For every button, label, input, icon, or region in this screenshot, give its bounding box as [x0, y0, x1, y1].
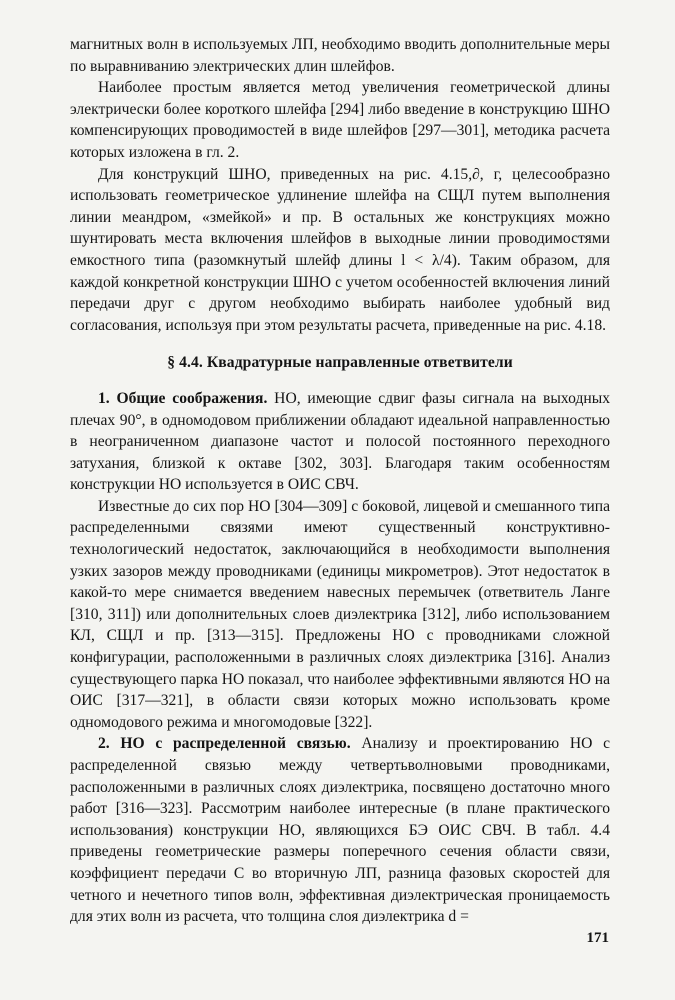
page-number: 171 [586, 930, 609, 946]
section-heading: § 4.4. Квадратурные направленные ответвители [167, 354, 513, 372]
paragraph-known-couplers: Известные до сих пор НО [304—309] с боковой, лицевой и смешанного типа распределенными связями имеют существенный конструктивно-технологический недостаток, заключающийся в необходимости выполнения узких зазоров между проводниками (единицы микрометров). Этот недостаток в какой-то мере снимается введением навесных перемычек (ответвитель Ланге [310, 311]) или дополнительных слоев диэлектрика [312], либо использованием КЛ, СЩЛ и пр. [313—315]. Предложены НО с проводниками сложной конфигурации, расположенными в различных слоях диэлектрика [316]. Анализ существующего парка НО показал, что наиболее эффективными являются НО на ОИС [317—321], в области связи которых можно использовать кроме одномодового режима и многомодовые [322]. [70, 497, 611, 731]
paragraph-continuation: магнитных волн в используемых ЛП, необходимо вводить дополнительные меры по выравниванию электрических длин шлейфов. [70, 36, 610, 75]
paragraph-construction-matching: Для конструкций ШНО, приведенных на рис. 4.15,∂, г, целесообразно использовать геометрическое удлинение шлейфа на СЩЛ путем выполнения линии меандром, «змейкой» и пр. В остальных же конструкциях можно шунтировать места включения шлейфов в выходные линии проводимостями емкостного типа (разомкнутый шлейф длины l < λ/4). Таким образом, для каждой конкретной конструкции ШНО с учетом особенностей включения линий передачи друг с другом необходимо выбирать наиболее удобный вид согласования, используя при этом результаты расчета, приведенные на рис. 4.18. [70, 165, 610, 334]
subsection-text-general: НО, имеющие сдвиг фазы сигнала на выходных плечах 90°, в одномодовом приближении обладают идеальной направленностью в неограниченном диапазоне частот и полосой постоянного переходного затухания, близкой к октаве [302, 303]. Благодаря таким особенностям конструкции НО используется в ОИС СВЧ. [70, 389, 610, 494]
subsection-title-general: 1. Общие соображения. [98, 389, 268, 407]
paragraph-length-method: Наиболее простым является метод увеличения геометрической длины электрически более короткого шлейфа [294] либо введение в конструкцию ШНО компенсирующих проводимостей в виде шлейфов [297—301], методика расчета которых изложена в гл. 2. [70, 79, 610, 161]
page-body [70, 34, 610, 928]
paragraph-distributed-coupling [70, 733, 610, 927]
paragraph-general-considerations [70, 388, 610, 496]
subsection-text-distributed: Анализу и проектированию НО с распределенной связью между четвертьволновыми проводниками, расположенными в различных слоях диэлектрика, посвящено достаточно много работ [316—323]. Рассмотрим наиболее интересные (в плане практического использования) конструкции НО, являющихся БЭ ОИС СВЧ. В табл. 4.4 приведены геометрические размеры поперечного сечения области связи, коэффициент передачи C во вторичную ЛП, разница фазовых скоростей для четного и нечетного типов волн, эффективная диэлектрическая проницаемость для этих волн из расчета, что толщина слоя диэлектрика d = [70, 735, 610, 926]
subsection-title-distributed: 2. НО с распределенной связью. [98, 735, 351, 753]
